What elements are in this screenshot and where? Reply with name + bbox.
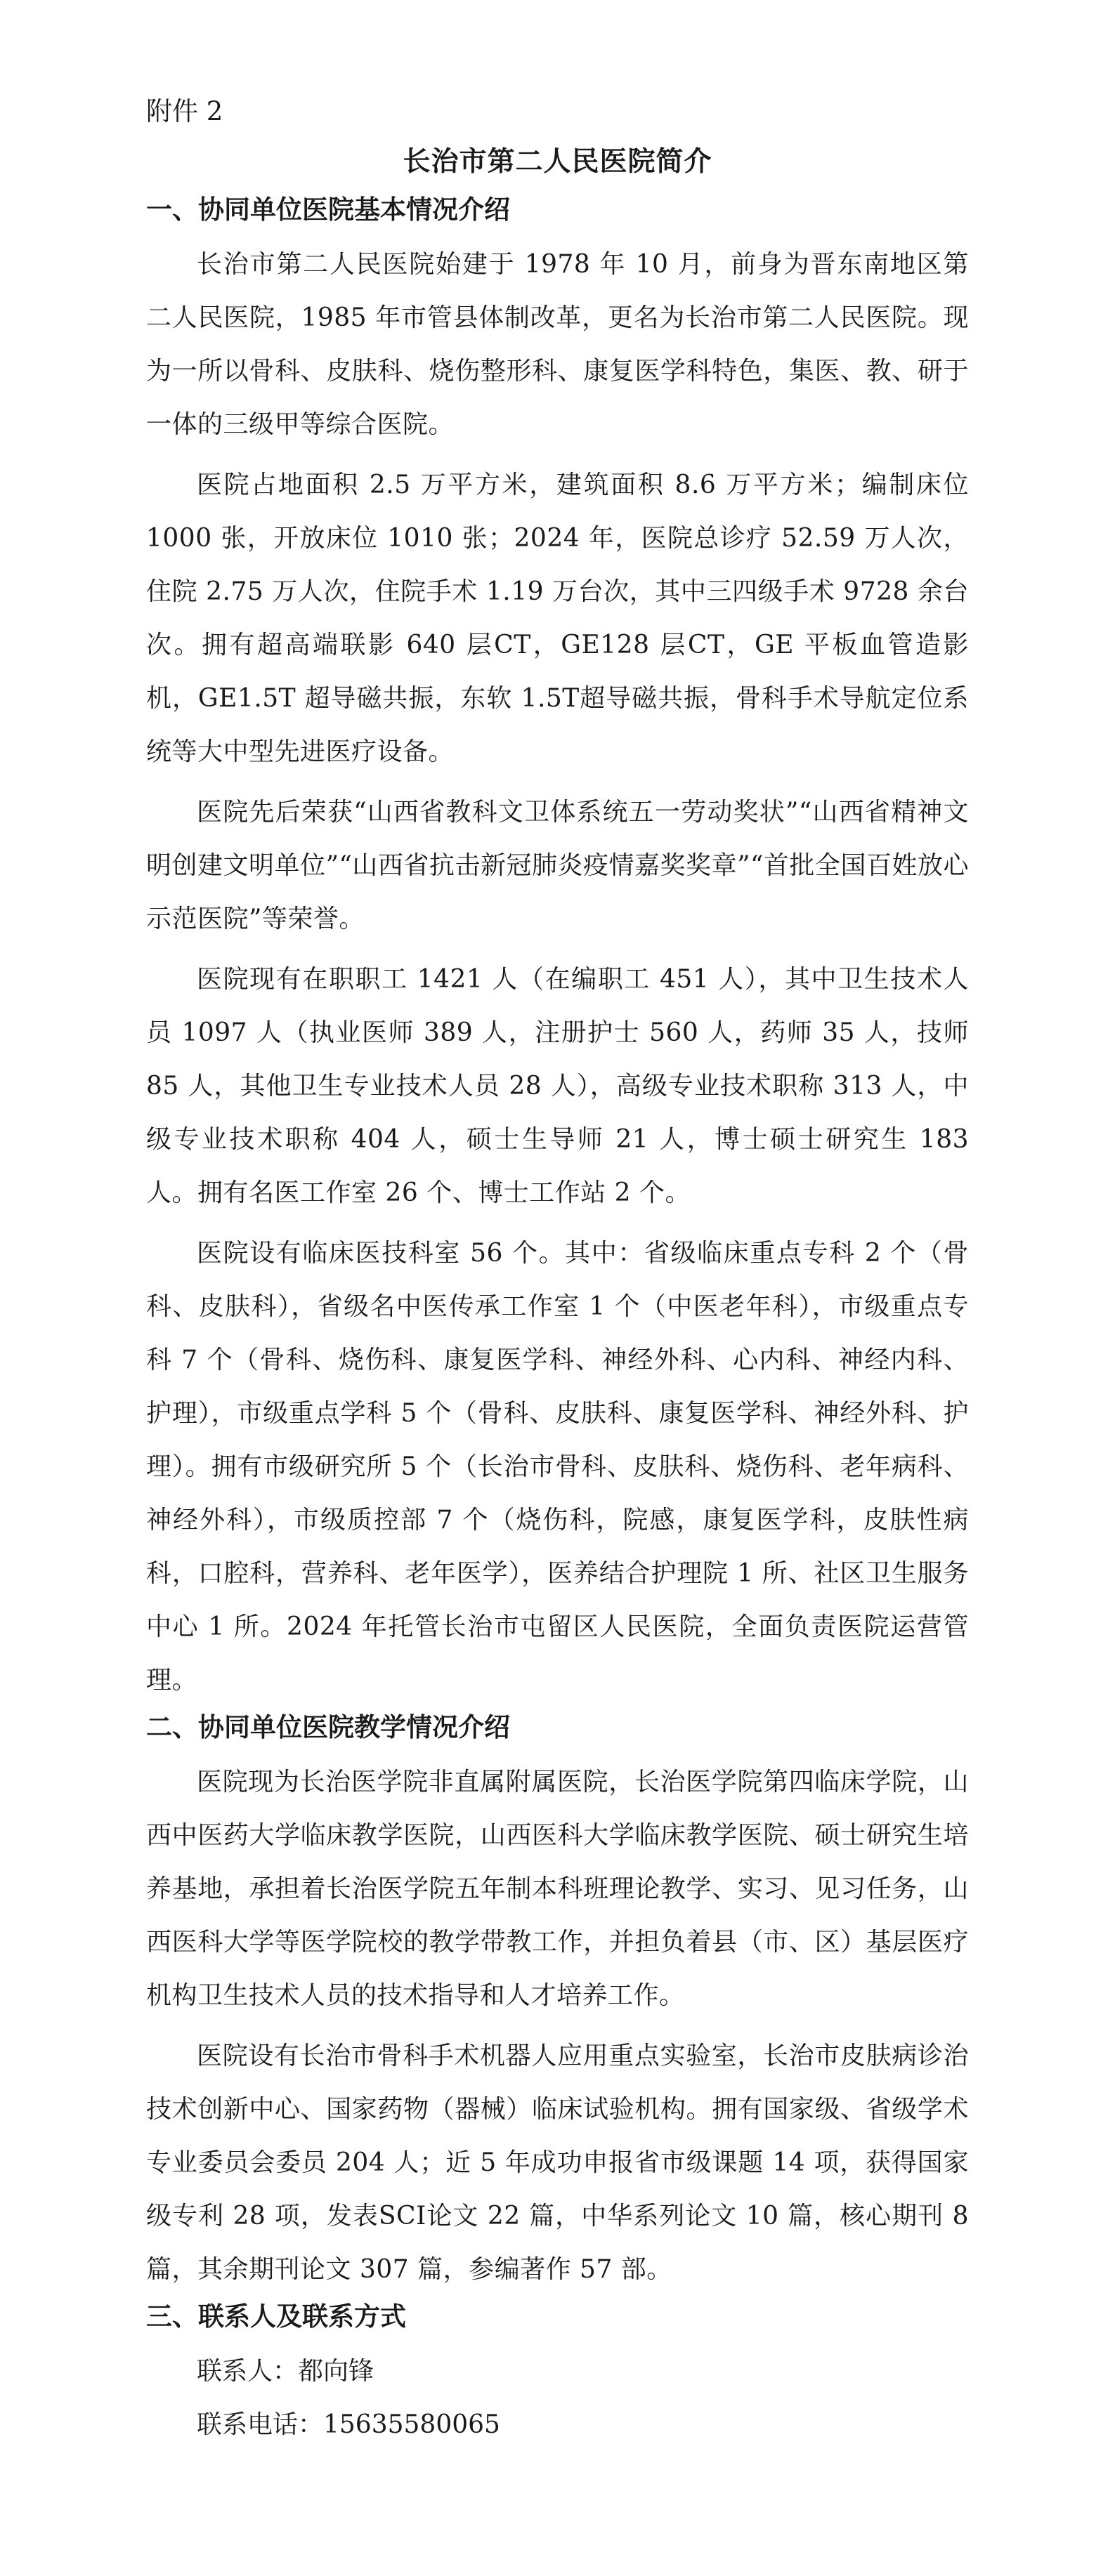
section-contact [146, 2301, 969, 2452]
paragraph: 医院先后荣获“山西省教科文卫体系统五一劳动奖状”“山西省精神文明创建文明单位”“山西省抗击新冠肺炎疫情嘉奖奖章”“首批全国百姓放心示范医院”等荣誉。 [146, 798, 969, 933]
paragraph: 医院现有在职职工 1421 人（在编职工 451 人），其中卫生技术人员 1097 人（执业医师 389 人，注册护士 560 人，药师 35 人，技师 85 人，其他卫生专业技术人员 28 人），高级专业技术职称 313 人，中级专业技术职称 404 人，硕士生导师 21 人，博士硕士研究生 183 人。拥有名医工作室 26 个、博士工作站 2 个。 [146, 965, 969, 1207]
contact-phone: 联系电话：15635580065 [197, 2410, 500, 2439]
paragraph: 医院现为长治医学院非直属附属医院，长治医学院第四临床学院，山西中医药大学临床教学医院，山西医科大学临床教学医院、硕士研究生培养基地，承担着长治医学院五年制本科班理论教学、实习、见习任务，山西医科大学等医学院校的教学带教工作，并担负着县（市、区）基层医疗机构卫生技术人员的技术指导和人才培养工作。 [146, 1768, 969, 2010]
section-heading: 一、协同单位医院基本情况介绍 [146, 195, 510, 225]
page-title: 长治市第二人民医院简介 [403, 146, 712, 178]
section-teaching-info [146, 1714, 969, 2296]
paragraph: 医院占地面积 2.5 万平方米，建筑面积 8.6 万平方米；编制床位 1000 张，开放床位 1010 张；2024 年，医院总诊疗 52.59 万人次，住院 2.75 万人次，住院手术 1.19 万台次，其中三四级手术 9728 余台次。拥有超高端联影 640 层CT，GE128 层CT，GE 平板血管造影机，GE1.5T 超导磁共振，东软 1.5T超导磁共振，骨科手术导航定位系统等大中型先进医疗设备。 [146, 471, 969, 766]
section-basic-info [146, 197, 969, 1707]
paragraph: 医院设有长治市骨科手术机器人应用重点实验室，长治市皮肤病诊治技术创新中心、国家药物（器械）临床试验机构。拥有国家级、省级学术专业委员会委员 204 人；近 5 年成功申报省市级课题 14 项，获得国家级专利 28 项，发表SCI论文 22 篇，中华系列论文 10 篇，核心期刊 8 篇，其余期刊论文 307 篇，参编著作 57 部。 [146, 2042, 969, 2284]
section-heading: 三、联系人及联系方式 [146, 2301, 406, 2332]
attachment-label: 附件 2 [146, 96, 223, 126]
section-heading: 二、协同单位医院教学情况介绍 [146, 1712, 510, 1742]
paragraph: 医院设有临床医技科室 56 个。其中：省级临床重点专科 2 个（骨科、皮肤科），省级名中医传承工作室 1 个（中医老年科），市级重点专科 7 个（骨科、烧伤科、康复医学科、神经外科、心内科、神经内科、护理），市级重点学科 5 个（骨科、皮肤科、康复医学科、神经外科、护理）。拥有市级研究所 5 个（长治市骨科、皮肤科、烧伤科、老年病科、神经外科），市级质控部 7 个（烧伤科，院感，康复医学科，皮肤性病科，口腔科，营养科、老年医学），医养结合护理院 1 所、社区卫生服务中心 1 所。2024 年托管长治市屯留区人民医院，全面负责医院运营管理。 [146, 1239, 969, 1695]
contact-person: 联系人：都向锋 [197, 2357, 374, 2386]
paragraph: 长治市第二人民医院始建于 1978 年 10 月，前身为晋东南地区第二人民医院，1985 年市管县体制改革，更名为长治市第二人民医院。现为一所以骨科、皮肤科、烧伤整形科、康复医学科特色，集医、教、研于一体的三级甲等综合医院。 [146, 250, 969, 439]
